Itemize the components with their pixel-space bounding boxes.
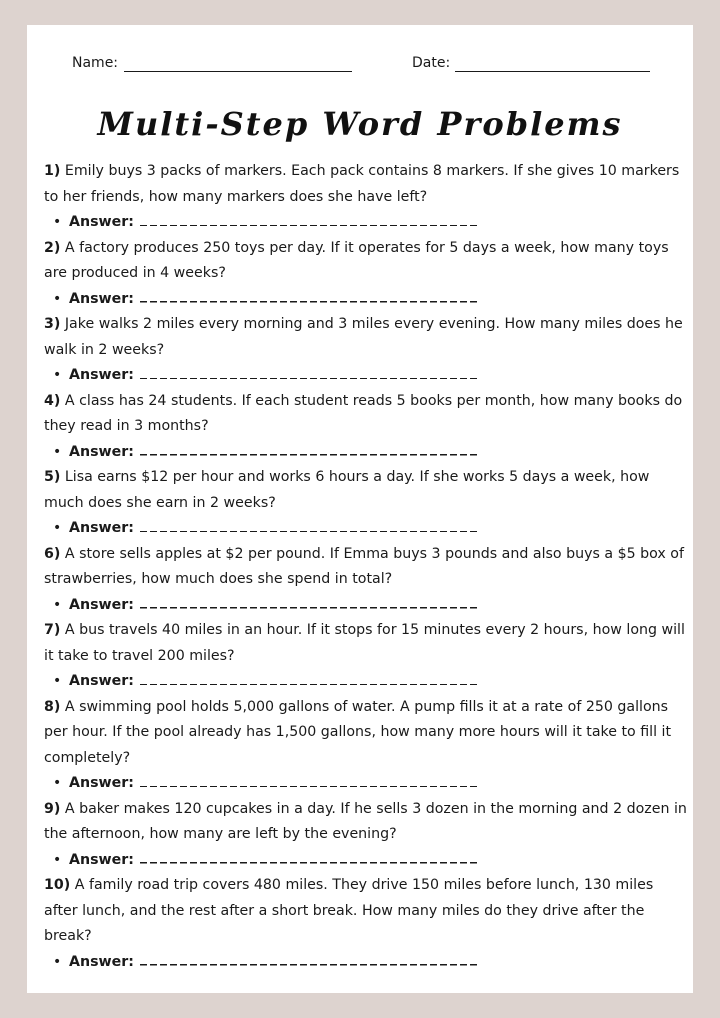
problem-item bbox=[44, 542, 689, 619]
problem-item bbox=[44, 389, 689, 466]
answer-field[interactable] bbox=[140, 216, 480, 226]
answer-label: Answer: bbox=[69, 673, 134, 689]
bullet-icon: • bbox=[53, 851, 62, 868]
answer-row bbox=[44, 771, 689, 797]
problem-question bbox=[44, 389, 689, 440]
problem-question bbox=[44, 542, 689, 593]
answer-field[interactable] bbox=[140, 675, 480, 685]
problem-question bbox=[44, 695, 689, 772]
bullet-icon: • bbox=[53, 673, 62, 689]
problem-text: A swimming pool holds 5,000 gallons of water. A pump fills it at a rate of 250 gallons per hour. If the pool already has 1,500 gallons, how many more hours will it take to fill it completely? bbox=[44, 698, 672, 766]
problem-text: A class has 24 students. If each student reads 5 books per month, how many books do they read in 3 months? bbox=[44, 392, 683, 434]
bullet-icon: • bbox=[53, 367, 62, 383]
answer-label: Answer: bbox=[69, 775, 134, 791]
answer-label: Answer: bbox=[69, 596, 134, 613]
answer-label: Answer: bbox=[69, 290, 134, 307]
worksheet-title: Multi-Step Word Problems bbox=[97, 105, 623, 143]
problem-question bbox=[44, 465, 689, 516]
problem-item bbox=[44, 236, 689, 313]
problem-number: 5) bbox=[44, 469, 61, 485]
name-label: Name: bbox=[72, 55, 119, 71]
name-field[interactable] bbox=[124, 71, 352, 72]
bullet-icon: • bbox=[53, 596, 62, 613]
answer-field[interactable] bbox=[140, 446, 480, 456]
problem-number: 8) bbox=[44, 698, 61, 715]
problem-item bbox=[44, 159, 689, 236]
answer-label: Answer: bbox=[69, 520, 134, 536]
problem-text: A baker makes 120 cupcakes in a day. If he sells 3 dozen in the morning and 2 dozen in the afternoon, how many are left by the evening? bbox=[44, 800, 687, 842]
problem-number: 7) bbox=[44, 622, 61, 638]
problem-text: A factory produces 250 toys per day. If it operates for 5 days a week, how many toys are produced in 4 weeks? bbox=[44, 239, 669, 281]
answer-field[interactable] bbox=[140, 854, 480, 864]
answer-field[interactable] bbox=[140, 522, 480, 532]
answer-row bbox=[44, 210, 689, 236]
problem-number: 2) bbox=[44, 239, 61, 256]
answer-field[interactable] bbox=[140, 369, 480, 379]
date-label: Date: bbox=[412, 55, 451, 71]
problem-list bbox=[44, 159, 689, 975]
problem-question bbox=[44, 236, 689, 287]
problem-question bbox=[44, 312, 689, 363]
problem-text: Lisa earns $12 per hour and works 6 hours a day. If she works 5 days a week, how much does she earn in 2 weeks? bbox=[44, 469, 650, 511]
problem-number: 3) bbox=[44, 316, 61, 332]
problem-item bbox=[44, 618, 689, 695]
problem-item bbox=[44, 873, 689, 975]
problem-text: A family road trip covers 480 miles. They drive 150 miles before lunch, 130 miles after lunch, and the rest after a short break. How many miles do they drive after the break? bbox=[44, 877, 654, 944]
date-field[interactable] bbox=[455, 71, 650, 72]
problem-question bbox=[44, 797, 689, 848]
problem-item bbox=[44, 695, 689, 797]
answer-label: Answer: bbox=[69, 367, 134, 383]
answer-row bbox=[44, 440, 689, 466]
answer-label: Answer: bbox=[69, 443, 134, 460]
answer-label: Answer: bbox=[69, 953, 134, 970]
problem-text: A bus travels 40 miles in an hour. If it stops for 15 minutes every 2 hours, how long will it take to travel 200 miles? bbox=[44, 622, 685, 664]
problem-text: Jake walks 2 miles every morning and 3 miles every evening. How many miles does he walk in 2 weeks? bbox=[44, 316, 683, 358]
problem-question bbox=[44, 873, 689, 950]
answer-label: Answer: bbox=[69, 851, 134, 868]
answer-field[interactable] bbox=[140, 956, 480, 966]
answer-row bbox=[44, 848, 689, 874]
answer-label: Answer: bbox=[69, 214, 134, 230]
worksheet-page bbox=[27, 25, 693, 993]
problem-number: 9) bbox=[44, 800, 61, 817]
bullet-icon: • bbox=[53, 953, 62, 970]
answer-row bbox=[44, 950, 689, 976]
bullet-icon: • bbox=[53, 290, 62, 307]
problem-item bbox=[44, 312, 689, 389]
problem-number: 4) bbox=[44, 392, 61, 409]
problem-number: 1) bbox=[44, 163, 61, 179]
answer-row bbox=[44, 669, 689, 695]
bullet-icon: • bbox=[53, 520, 62, 536]
answer-field[interactable] bbox=[140, 293, 480, 303]
bullet-icon: • bbox=[53, 443, 62, 460]
problem-number: 6) bbox=[44, 545, 61, 562]
problem-question bbox=[44, 159, 689, 210]
answer-field[interactable] bbox=[140, 599, 480, 609]
problem-item bbox=[44, 797, 689, 874]
problem-text: Emily buys 3 packs of markers. Each pack contains 8 markers. If she gives 10 markers to her friends, how many markers does she have left? bbox=[44, 163, 680, 205]
problem-question bbox=[44, 618, 689, 669]
problem-item bbox=[44, 465, 689, 542]
bullet-icon: • bbox=[53, 214, 62, 230]
answer-row bbox=[44, 287, 689, 313]
answer-row bbox=[44, 516, 689, 542]
problem-text: A store sells apples at $2 per pound. If Emma buys 3 pounds and also buys a $5 box of strawberries, how much does she spend in total? bbox=[44, 545, 684, 587]
problem-number: 10) bbox=[44, 877, 71, 893]
header-row bbox=[27, 55, 693, 75]
bullet-icon: • bbox=[53, 775, 62, 791]
answer-field[interactable] bbox=[140, 777, 480, 787]
answer-row bbox=[44, 363, 689, 389]
answer-row bbox=[44, 593, 689, 619]
